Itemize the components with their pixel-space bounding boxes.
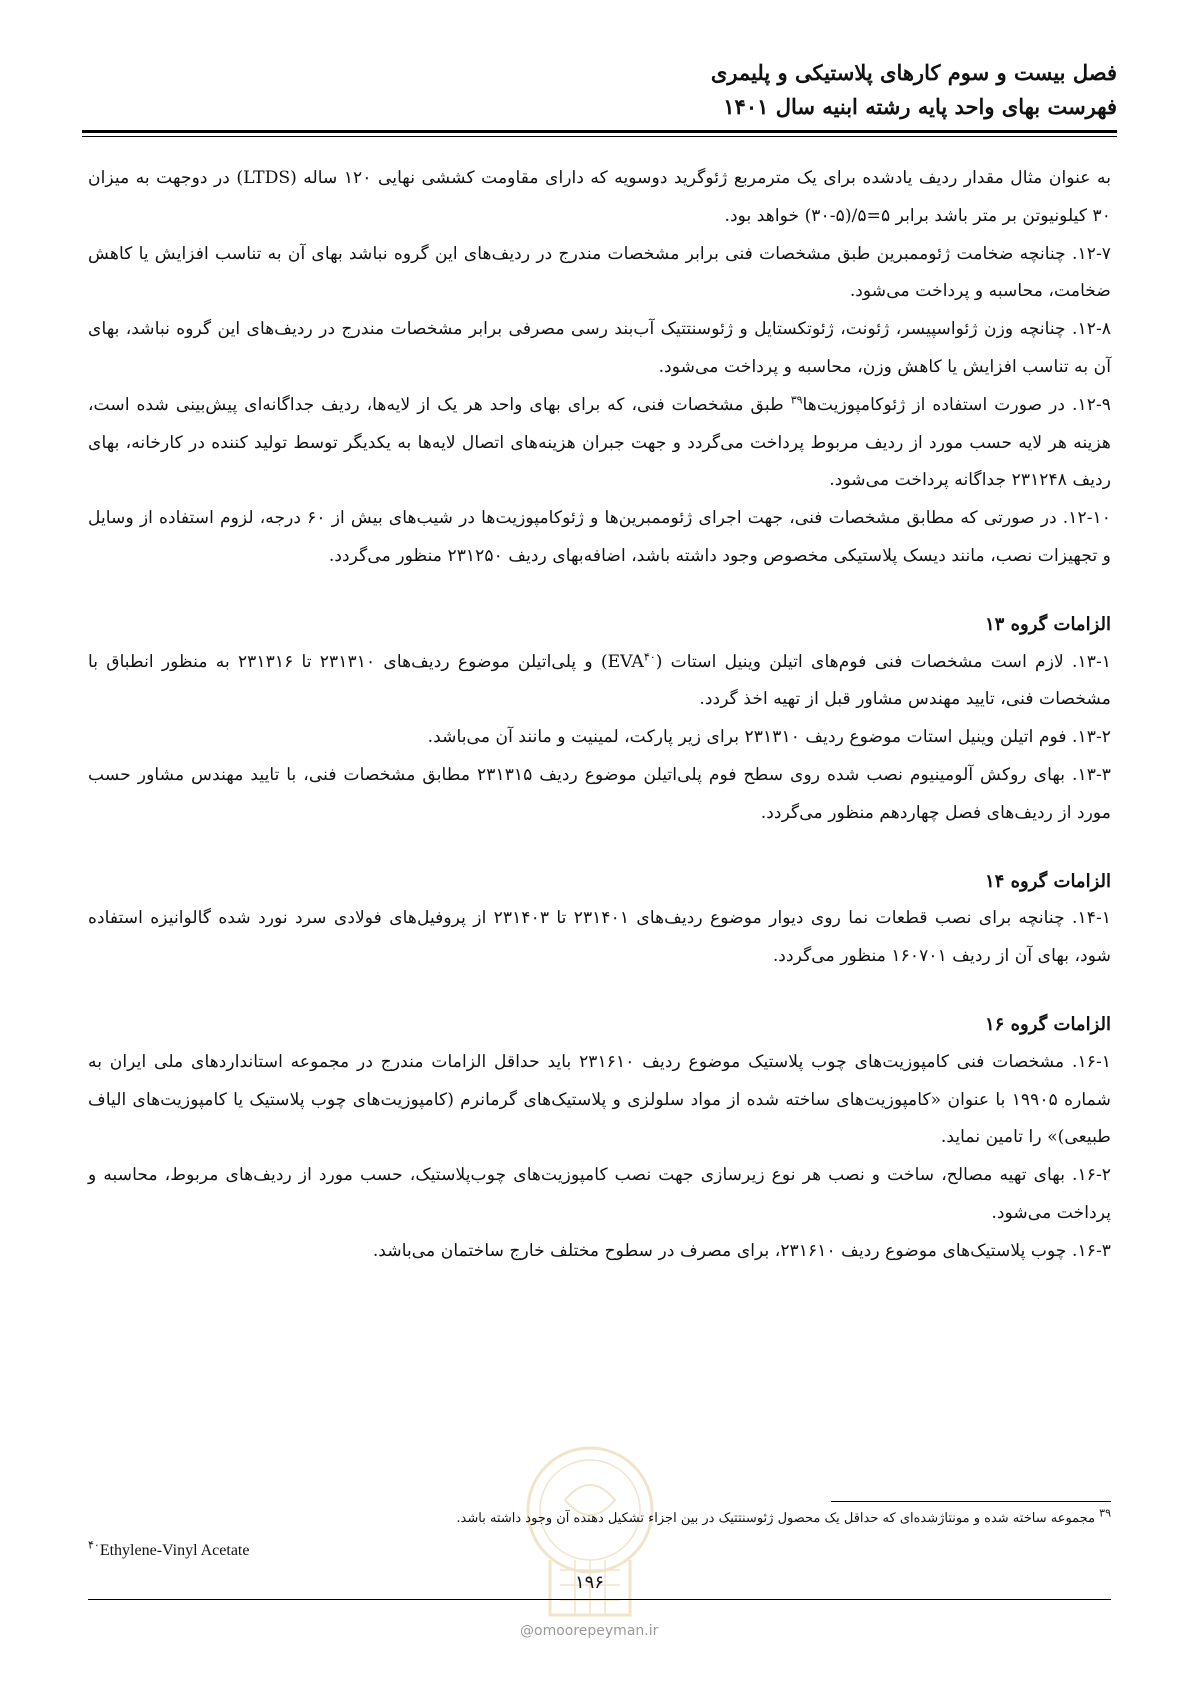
- footer-rule: [88, 1599, 1111, 1600]
- group16-title: الزامات گروه ۱۶: [985, 1013, 1111, 1035]
- footnote-39-text: مجموعه ساخته شده و مونتاژشده‌ای که حداقل یک محصول ژئوسنتتیک در بین اجزاء تشکیل دهنده آن وجود داشته باشد.: [456, 1511, 1100, 1526]
- footnote-ref-40: ۴۰: [643, 649, 656, 663]
- paragraph-13-1: [88, 644, 1111, 720]
- paragraph-12-9: [88, 387, 1111, 500]
- page-number: ۱۹۶: [575, 1572, 605, 1593]
- paragraph-16-1: ۱۶-۱. مشخصات فنی کامپوزیت‌های چوب پلاستیک موضوع ردیف ۲۳۱۶۱۰ باید حداقل الزامات مندرج در مجموعه استانداردهای ملی ایران به شماره ۱۹۹۰۵ با عنوان «کامپوزیت‌های ساخته شده از مواد سلولزی و پلاستیک‌های گرمانرم (کامپوزیت‌های چوب پلاستیک یا کامپوزیت‌های الیاف طبیعی)» را تامین نماید.: [88, 1051, 1112, 1148]
- paragraph-13-1-part2: ) و پلی‌اتیلن موضوع ردیف‌های ۲۳۱۳۱۰ تا ۲۳۱۳۱۶ به منظور انطباق با مشخصات فنی، تایید مهندس مشاور قبل از تهیه اخذ گردد.: [88, 651, 1111, 710]
- paragraph-16-2: ۱۶-۲. بهای تهیه مصالح، ساخت و نصب هر نوع زیرسازی جهت نصب کامپوزیت‌های چوب‌پلاستیک، حسب مورد از ردیف‌های مربوط، محاسبه و پرداخت می‌شود.: [88, 1165, 1111, 1223]
- footnote-39: [88, 1506, 1111, 1529]
- paragraph-12-9-part1: ۱۲-۹. در صورت استفاده از ژئوکامپوزیت‌ها: [802, 394, 1111, 415]
- paragraph-14-1: ۱۴-۱. چنانچه برای نصب قطعات نما روی دیوار موضوع ردیف‌های ۲۳۱۴۰۱ تا ۲۳۱۴۰۳ از پروفیل‌های فولادی سرد نورد شده گالوانیزه استفاده شود، بهای آن از ردیف ۱۶۰۷۰۱ منظور می‌گردد.: [88, 908, 1111, 967]
- page-body: [88, 160, 1111, 1271]
- footnote-39-marker: ۳۹: [1099, 1506, 1111, 1520]
- group14-title: الزامات گروه ۱۴: [985, 870, 1111, 892]
- paragraph-13-2: ۱۳-۲. فوم اتیلن وینیل استات موضوع ردیف ۲۳۱۳۱۰ برای زیر پارکت، لمینیت و مانند آن می‌باشد.: [427, 727, 1111, 748]
- watermark-logo: [505, 1440, 675, 1630]
- paragraph-12-7: ۱۲-۷. چنانچه ضخامت ژئوممبرین طبق مشخصات فنی برابر مشخصات مندرج در ردیف‌های این گروه نباشد بهای آن به تناسب افزایش یا کاهش ضخامت، محاسبه و پرداخت می‌شود.: [88, 243, 1111, 302]
- paragraph-13-1-part1: ۱۳-۱. لازم است مشخصات فنی فوم‌های اتیلن وینیل استات (EVA: [607, 651, 1111, 672]
- group13-title: الزامات گروه ۱۳: [985, 613, 1111, 635]
- paragraph-12-8: ۱۲-۸. چنانچه وزن ژئواسپیسر، ژئونت، ژئوتکستایل و ژئوسنتتیک آب‌بند رسی مصرفی برابر مشخصات مندرج در ردیف‌های این گروه نباشد، بهای آن به تناسب افزایش یا کاهش وزن، محاسبه و پرداخت می‌شود.: [88, 319, 1111, 377]
- paragraph-13-3: ۱۳-۳. بهای روکش آلومینیوم نصب شده روی سطح فوم پلی‌اتیلن موضوع ردیف ۲۳۱۳۱۵ مطابق مشخصات فنی، با تایید مهندس مشاور حسب مورد از ردیف‌های فصل چهاردهم منظور می‌گردد.: [88, 764, 1111, 823]
- paragraph-12-10: ۱۲-۱۰. در صورتی که مطابق مشخصات فنی، جهت اجرای ژئوممبرین‌ها و ژئوکامپوزیت‌ها در شیب‌های بیش از ۶۰ درجه، لزوم استفاده از وسایل و تجهیزات نصب، مانند دیسک پلاستیکی مخصوص وجود داشته باشد، اضافه‌بهای ردیف ۲۳۱۲۵۰ منظور می‌گردد.: [88, 508, 1111, 566]
- page-header: [82, 56, 1117, 124]
- header-rule-thick: [82, 130, 1117, 133]
- footnote-40-text: Ethylene-Vinyl Acetate: [99, 1542, 250, 1559]
- footnote-rule: [831, 1501, 1111, 1502]
- header-rule-thin: [82, 136, 1117, 137]
- watermark-url: @omoorepeyman.ir: [520, 1623, 659, 1639]
- footnote-40: [88, 1539, 250, 1560]
- paragraph-ltds-example: به عنوان مثال مقدار ردیف یادشده برای یک مترمربع ژئوگرید دوسویه که دارای مقاومت کششی نهایی ۱۲۰ ساله (LTDS) در دوجهت به میزان ۳۰ کیلونیوتن بر متر باشد برابر ۵=۵/(۵-۳۰) خواهد بود.: [88, 168, 1111, 226]
- paragraph-12-9-part2: طبق مشخصات فنی، که برای بهای واحد هر یک از لایه‌ها، ردیف جداگانه‌ای پیش‌بینی شده است، هزینه هر لایه حسب مورد از ردیف مربوط پرداخت می‌گردد و جهت جبران هزینه‌های اتصال لایه‌ها به یکدیگر توسط تولید کننده در کارخانه، بهای ردیف ۲۳۱۲۴۸ جداگانه پرداخت می‌شود.: [88, 394, 1111, 491]
- footnote-ref-39: ۳۹: [790, 393, 803, 407]
- footnote-40-marker: ۴۰: [88, 1539, 100, 1552]
- document-title: فهرست بهای واحد پایه رشته ابنیه سال ۱۴۰۱: [723, 94, 1117, 119]
- paragraph-16-3: ۱۶-۳. چوب پلاستیک‌های موضوع ردیف ۲۳۱۶۱۰، برای مصرف در سطوح مختلف خارج ساختمان می‌باشد.: [372, 1240, 1111, 1261]
- chapter-title: فصل بیست و سوم کارهای پلاستیکی و پلیمری: [710, 60, 1117, 85]
